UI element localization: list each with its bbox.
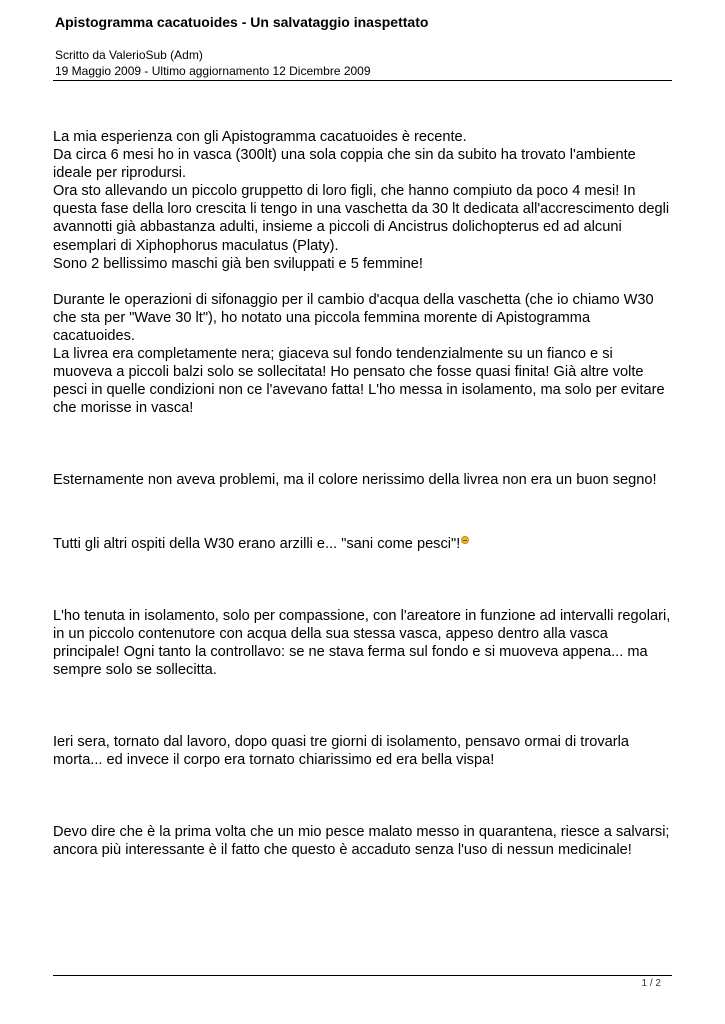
footer-divider	[53, 975, 672, 976]
paragraph: Sono 2 bellissimo maschi già ben sviluppati e 5 femmine!	[53, 255, 423, 272]
paragraph: Ora sto allevando un piccolo gruppetto di loro figli, che hanno compiuto da poco 4 mesi! In questa fase della loro crescita li tengo in una vaschetta da 30 lt dedicata all'accrescimento degli avannotti già abbastanza adulti, insieme a piccoli di Ancistrus dolichopterus ed ad alcuni esemplari di Xiphophorus maculatus (Platy).	[53, 183, 670, 254]
paragraph: Durante le operazioni di sifonaggio per il cambio d'acqua della vaschetta (che io chiamo W30 che sta per "Wave 30 lt"), ho notato una piccola femmina morente di Apistogramma cacatuoides.	[53, 291, 654, 344]
article-body	[53, 128, 673, 859]
paragraph: La livrea era completamente nera; giaceva sul fondo tendenzialmente su un fianco e si muoveva a piccoli balzi solo se sollecitata! Ho pensato che fosse quasi finita! Già altre volte pesci in quelle condizioni non ce l'avevano fatta! L'ho messa in isolamento, ma solo per evitare che morisse in vasca!	[53, 346, 665, 417]
smiley-icon	[461, 536, 469, 544]
paragraph: Da circa 6 mesi ho in vasca (300lt) una sola coppia che sin da subito ha trovato l'ambiente ideale per riprodursi.	[53, 147, 636, 182]
page-title: Apistogramma cacatuoides - Un salvataggio inaspettato	[55, 14, 429, 30]
article-meta	[55, 47, 371, 79]
header-divider	[53, 80, 672, 81]
paragraph: La mia esperienza con gli Apistogramma cacatuoides è recente.	[53, 129, 467, 145]
paragraph-text: Tutti gli altri ospiti della W30 erano arzilli e... "sani come pesci"!	[53, 535, 461, 552]
author-line: Scritto da ValerioSub (Adm)	[55, 48, 203, 62]
date-line: 19 Maggio 2009 - Ultimo aggiornamento 12 Dicembre 2009	[55, 64, 371, 78]
paragraph: Ieri sera, tornato dal lavoro, dopo quasi tre giorni di isolamento, pensavo ormai di trovarla morta... ed invece il corpo era tornato chiarissimo ed era bella vispa!	[53, 733, 629, 769]
paragraph: Esternamente non aveva problemi, ma il colore nerissimo della livrea non era un buon segno!	[53, 472, 657, 489]
paragraph-with-emoticon	[53, 535, 673, 553]
page-indicator: 1 / 2	[641, 978, 661, 989]
paragraph: Devo dire che è la prima volta che un mio pesce malato messo in quarantena, riesce a salvarsi; ancora più interessante è il fatto che questo è accaduto senza l'uso di nessun medicinale!	[53, 824, 670, 859]
paragraph: L'ho tenuta in isolamento, solo per compassione, con l'areatore in funzione ad intervalli regolari, in un piccolo contenutore con acqua della sua stessa vasca, appeso dentro alla vasca principale! Ogni tanto la controllavo: se ne stava ferma sul fondo e si muoveva appena... ma sempre solo se sollecitta.	[53, 607, 671, 678]
